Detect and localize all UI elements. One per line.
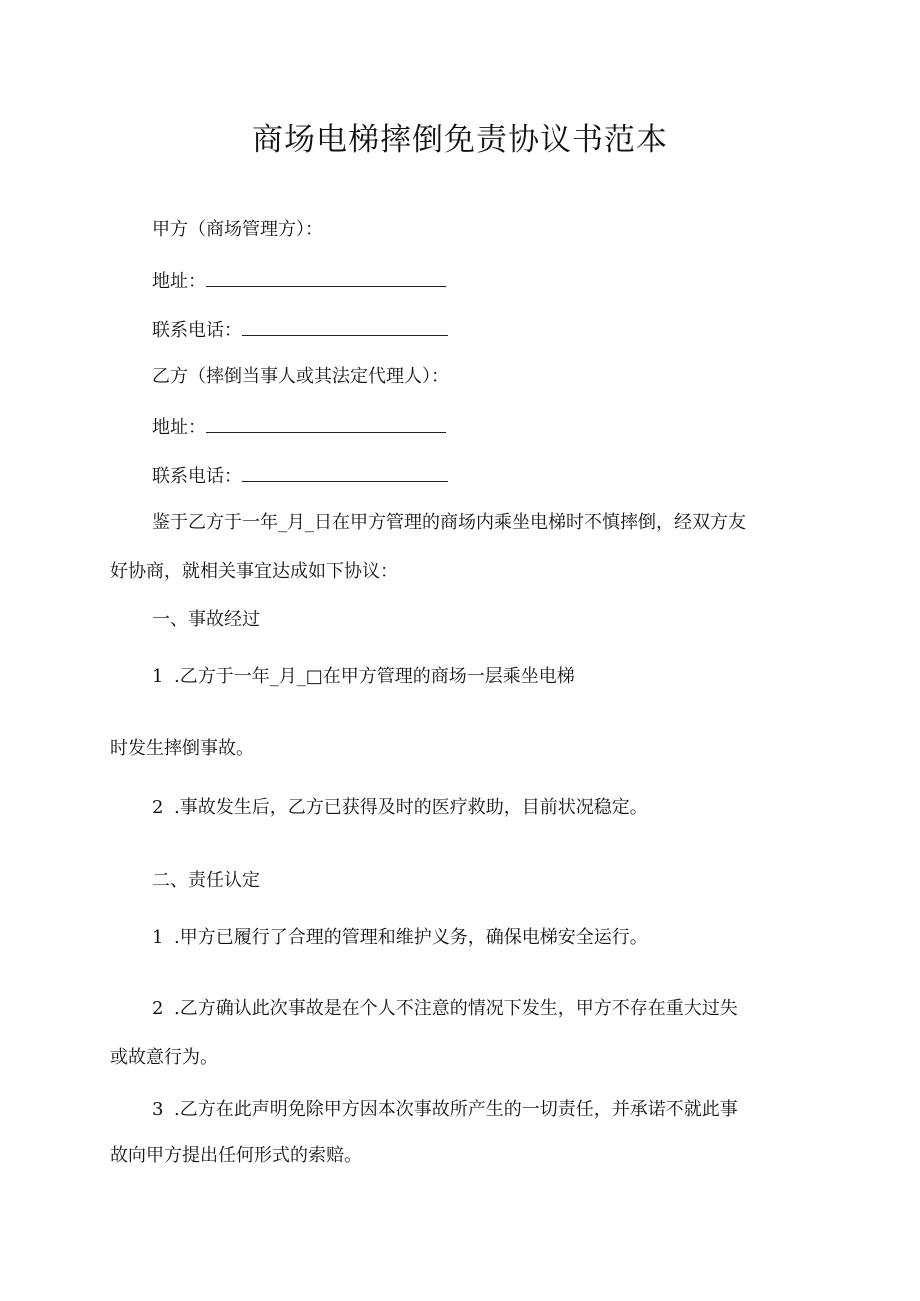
section-1-heading: 一、事故经过 (152, 609, 260, 630)
party-b-address-label: 地址： (152, 417, 206, 438)
section-2-item-2-number: 2 (152, 998, 164, 1019)
section-2-item-3-number: 3 (152, 1099, 164, 1120)
party-a-address-row (152, 266, 446, 295)
section-2-item-1-number: 1 (152, 927, 164, 948)
party-a-phone-label: 联系电话： (152, 320, 242, 341)
document-title: 商场电梯摔倒免责协议书范本 (252, 122, 668, 158)
section-1-item-2-number: 2 (152, 797, 164, 818)
preamble-line-2: 好协商，就相关事宜达成如下协议： (110, 561, 398, 582)
party-b-phone-row (152, 461, 448, 490)
section-2-item-3 (152, 1097, 738, 1123)
section-1-item-2-text: .事故发生后，乙方已获得及时的医疗救助，目前状况稳定。 (174, 797, 648, 818)
party-a-address-blank[interactable] (206, 266, 446, 287)
party-b-phone-blank[interactable] (242, 461, 448, 482)
section-2-item-2-continued: 或故意行为。 (110, 1047, 218, 1068)
party-b-address-blank[interactable] (206, 412, 446, 433)
section-2-heading: 二、责任认定 (152, 870, 260, 891)
party-a-heading: 甲方（商场管理方）： (152, 219, 323, 240)
party-b-address-row (152, 412, 446, 441)
section-2-item-2 (152, 996, 738, 1022)
section-1-item-1-number: 1 (152, 666, 164, 687)
section-1-item-2 (152, 795, 648, 821)
party-b-phone-label: 联系电话： (152, 466, 242, 487)
section-2-item-1 (152, 925, 648, 951)
section-2-item-3-continued: 故向甲方提出任何形式的索赔。 (110, 1145, 362, 1166)
party-a-phone-blank[interactable] (242, 315, 448, 336)
section-1-item-1 (152, 664, 575, 690)
party-b-heading: 乙方（摔倒当事人或其法定代理人）： (152, 366, 449, 387)
section-2-item-2-text: .乙方确认此次事故是在个人不注意的情况下发生，甲方不存在重大过失 (174, 998, 738, 1019)
section-1-item-1-continued: 时发生摔倒事故。 (110, 738, 254, 759)
section-2-item-3-text: .乙方在此声明免除甲方因本次事故所产生的一切责任，并承诺不就此事 (174, 1099, 738, 1120)
preamble-line-1: 鉴于乙方于一年_月_日在甲方管理的商场内乘坐电梯时不慎摔倒，经双方友 (152, 512, 746, 533)
section-2-item-1-text: .甲方已履行了合理的管理和维护义务，确保电梯安全运行。 (174, 927, 648, 948)
section-1-item-1-text: .乙方于一年_月_□在甲方管理的商场一层乘坐电梯 (174, 666, 575, 687)
party-a-phone-row (152, 315, 448, 344)
party-a-address-label: 地址： (152, 271, 206, 292)
